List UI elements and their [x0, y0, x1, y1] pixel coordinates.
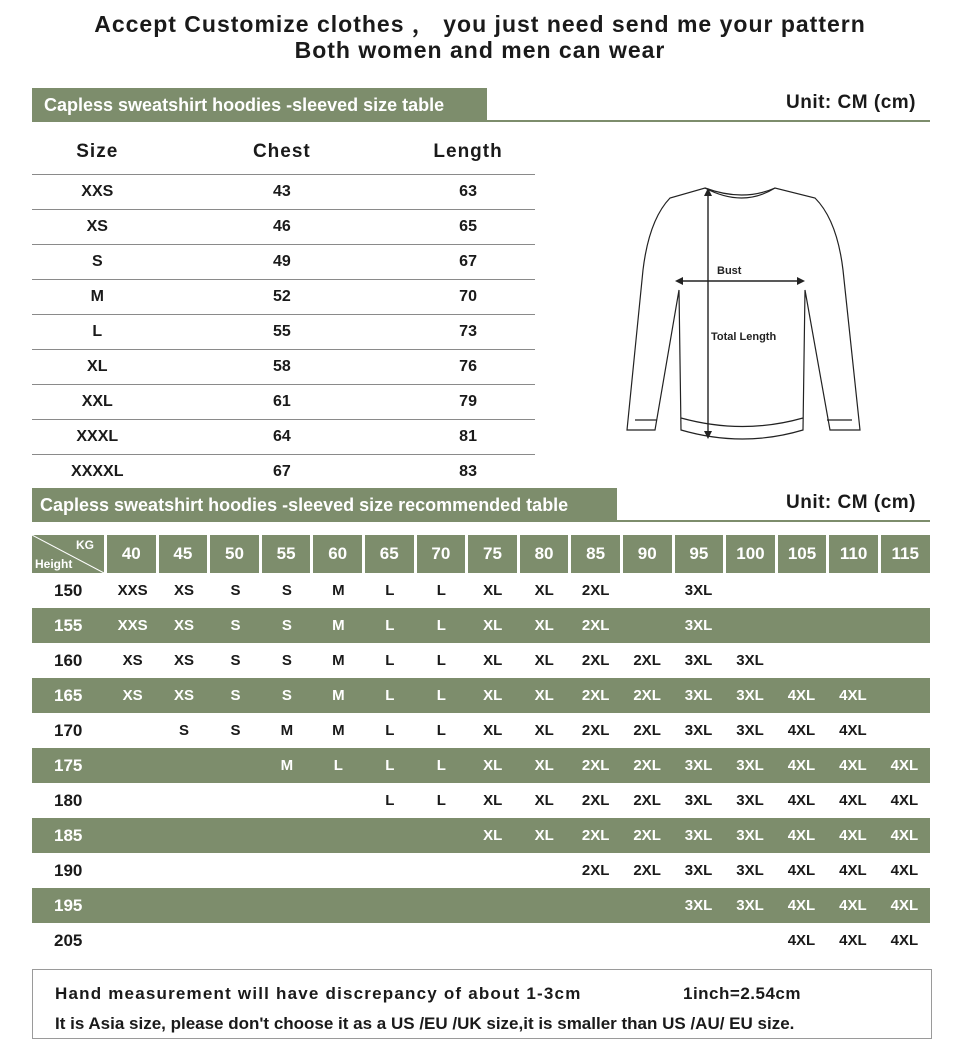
size-recommendation-cell: L: [436, 757, 446, 774]
recommend-table-row: [32, 643, 930, 678]
size-recommendation-cell: XL: [534, 652, 554, 669]
size-recommendation-cell: 4XL: [890, 932, 919, 949]
weight-header-cell: 70: [417, 535, 466, 573]
size-recommendation-cell: 4XL: [839, 897, 867, 914]
size-recommendation-cell: S: [281, 652, 292, 669]
size-recommendation-cell: 4XL: [787, 757, 816, 774]
size-table-row: [32, 420, 535, 455]
length-cell: 70: [401, 280, 535, 315]
size-table: [32, 130, 535, 490]
size-recommendation-cell: 4XL: [839, 862, 867, 879]
size-recommendation-cell: L: [385, 617, 395, 634]
size-cell: XXXXL: [32, 455, 163, 490]
size-recommendation-cell: XS: [174, 582, 195, 599]
recommend-table-banner: Capless sweatshirt hoodies -sleeved size recommended table: [32, 488, 617, 522]
size-recommendation-cell: XS: [122, 652, 143, 669]
length-cell: 76: [401, 350, 535, 385]
size-recommendation-cell: XL: [483, 652, 503, 669]
size-recommendation-cell: 2XL: [581, 687, 610, 704]
length-cell: 81: [401, 420, 535, 455]
size-recommendation-cell: L: [436, 617, 446, 634]
note-box: [32, 969, 932, 1039]
size-recommendation-cell: XL: [483, 687, 503, 704]
size-recommendation-cell: 4XL: [787, 932, 816, 949]
size-recommendation-cell: L: [333, 757, 343, 774]
size-recommendation-cell: 3XL: [684, 897, 713, 914]
weight-header-cell: 50: [210, 535, 259, 573]
size-recommendation-cell: XS: [122, 687, 143, 704]
page-title-line-2: Both women and men can wear: [294, 37, 666, 63]
size-recommendation-cell: S: [230, 617, 241, 634]
length-cell: 73: [401, 315, 535, 350]
recommend-table-row: [32, 713, 930, 748]
size-recommendation-cell: S: [230, 722, 241, 739]
size-recommendation-cell: S: [230, 582, 241, 599]
recommend-table: [32, 535, 930, 958]
size-recommendation-cell: XL: [534, 687, 554, 704]
recommend-table-body: [32, 573, 930, 958]
size-recommendation-cell: XXS: [117, 617, 148, 634]
size-recommendation-cell: 2XL: [581, 757, 610, 774]
chest-cell: 64: [163, 420, 402, 455]
height-cell: 155: [54, 615, 83, 635]
weight-header-cell: 115: [881, 535, 930, 573]
size-table-row: [32, 350, 535, 385]
sweatshirt-hem: [681, 418, 803, 427]
size-recommendation-cell: 2XL: [581, 722, 610, 739]
size-recommendation-cell: 4XL: [890, 827, 919, 844]
size-recommendation-cell: 3XL: [736, 652, 764, 669]
weight-header-cell: 40: [107, 535, 156, 573]
weight-header-cell: 80: [520, 535, 569, 573]
size-column-header: Size: [76, 141, 119, 162]
size-recommendation-cell: 4XL: [839, 932, 867, 949]
size-recommendation-cell: 2XL: [581, 582, 610, 599]
size-table-rule: [487, 120, 930, 122]
size-recommendation-cell: 3XL: [736, 792, 764, 809]
size-recommendation-cell: M: [332, 582, 345, 599]
size-recommendation-cell: 3XL: [684, 722, 713, 739]
length-cell: 63: [401, 175, 535, 210]
size-cell: XXL: [32, 385, 163, 420]
size-recommendation-cell: XL: [534, 827, 554, 844]
bust-label: Bust: [717, 265, 742, 277]
size-table-row: [32, 280, 535, 315]
size-recommendation-cell: 2XL: [581, 617, 610, 634]
weight-header-cell: 85: [571, 535, 620, 573]
size-recommendation-cell: 4XL: [839, 792, 867, 809]
weight-header-cell: 60: [313, 535, 362, 573]
size-recommendation-cell: L: [436, 722, 446, 739]
size-recommendation-cell: 3XL: [736, 687, 764, 704]
total-length-label: Total Length: [711, 331, 777, 343]
length-cell: 65: [401, 210, 535, 245]
size-recommendation-cell: XL: [483, 582, 503, 599]
size-recommendation-cell: XL: [483, 722, 503, 739]
size-recommendation-cell: 3XL: [684, 687, 713, 704]
size-recommendation-cell: XL: [534, 617, 554, 634]
size-recommendation-cell: 2XL: [633, 827, 661, 844]
chest-cell: 61: [163, 385, 402, 420]
height-cell: 190: [54, 860, 83, 880]
height-cell: 150: [54, 580, 83, 600]
size-recommendation-cell: 2XL: [581, 652, 610, 669]
height-cell: 170: [54, 720, 83, 740]
size-recommendation-cell: S: [179, 722, 190, 739]
size-table-row: [32, 455, 535, 490]
weight-header-cell: 110: [829, 535, 878, 573]
size-recommendation-cell: 4XL: [839, 722, 867, 739]
size-recommendation-cell: 3XL: [684, 582, 713, 599]
recommend-table-row: [32, 888, 930, 923]
chest-cell: 58: [163, 350, 402, 385]
size-recommendation-cell: XL: [534, 757, 554, 774]
length-cell: 83: [401, 455, 535, 490]
height-cell: 205: [54, 930, 83, 950]
chest-cell: 67: [163, 455, 402, 490]
size-recommendation-cell: 4XL: [839, 827, 867, 844]
size-recommendation-cell: 2XL: [633, 652, 661, 669]
size-cell: XS: [32, 210, 163, 245]
size-recommendation-cell: XL: [483, 617, 503, 634]
weight-header-cell: 55: [262, 535, 311, 573]
size-recommendation-cell: L: [385, 792, 395, 809]
size-cell: XXS: [32, 175, 163, 210]
size-recommendation-cell: L: [385, 582, 395, 599]
size-recommendation-cell: XL: [534, 582, 554, 599]
size-recommendation-cell: S: [281, 582, 292, 599]
size-recommendation-cell: M: [332, 722, 345, 739]
size-recommendation-cell: L: [436, 792, 446, 809]
size-recommendation-cell: 4XL: [787, 722, 816, 739]
size-recommendation-cell: 4XL: [890, 792, 919, 809]
recommend-table-row: [32, 923, 930, 958]
size-recommendation-cell: XL: [483, 827, 503, 844]
size-recommendation-cell: 4XL: [787, 897, 816, 914]
size-recommendation-cell: L: [436, 652, 446, 669]
size-recommendation-cell: 4XL: [890, 897, 919, 914]
size-recommendation-cell: M: [332, 617, 345, 634]
size-recommendation-cell: 3XL: [736, 722, 764, 739]
length-column-header: Length: [433, 141, 503, 162]
weight-header-cell: 105: [778, 535, 827, 573]
size-recommendation-cell: XL: [483, 757, 503, 774]
height-cell: 175: [54, 755, 83, 775]
size-table-row: [32, 245, 535, 280]
weight-header-cell: 75: [468, 535, 517, 573]
size-recommendation-cell: XS: [174, 617, 195, 634]
recommend-table-row: [32, 573, 930, 608]
chest-cell: 49: [163, 245, 402, 280]
length-cell: 67: [401, 245, 535, 280]
size-recommendation-cell: L: [385, 687, 395, 704]
size-recommendation-cell: XS: [174, 687, 195, 704]
height-cell: 195: [54, 895, 83, 915]
size-table-row: [32, 210, 535, 245]
size-table-row: [32, 385, 535, 420]
size-table-header-row: [32, 130, 535, 175]
size-cell: XL: [32, 350, 163, 385]
size-recommendation-cell: 4XL: [839, 757, 867, 774]
size-table-unit: Unit: CM (cm): [786, 92, 916, 113]
weight-header-cell: 90: [623, 535, 672, 573]
size-recommendation-cell: 3XL: [736, 862, 764, 879]
size-recommendation-cell: M: [280, 757, 294, 774]
size-recommendation-cell: L: [385, 757, 395, 774]
size-recommendation-cell: 3XL: [736, 827, 764, 844]
size-recommendation-cell: 2XL: [633, 722, 661, 739]
height-weight-corner: [32, 535, 104, 573]
size-recommendation-cell: XL: [534, 722, 554, 739]
recommend-table-rule: [617, 520, 930, 522]
recommend-table-row: [32, 748, 930, 783]
size-recommendation-cell: 2XL: [581, 792, 610, 809]
size-recommendation-cell: 4XL: [890, 757, 919, 774]
recommend-table-row: [32, 608, 930, 643]
size-cell: S: [32, 245, 163, 280]
note-asia-size-text: It is Asia size, please don't choose it as a US /EU /UK size,it is smaller than US /AU/ EU size.: [55, 1014, 795, 1033]
chest-cell: 46: [163, 210, 402, 245]
size-table-banner: Capless sweatshirt hoodies -sleeved size table: [32, 88, 487, 122]
size-recommendation-cell: L: [436, 687, 446, 704]
size-recommendation-cell: 4XL: [839, 687, 867, 704]
size-recommendation-cell: 3XL: [684, 617, 713, 634]
note-measurement-text: Hand measurement will have discrepancy of about 1-3cm: [55, 984, 582, 1003]
size-recommendation-cell: 3XL: [736, 897, 764, 914]
size-recommendation-cell: 4XL: [787, 687, 816, 704]
size-recommendation-cell: S: [230, 687, 241, 704]
sweatshirt-outline: [627, 188, 860, 439]
size-recommendation-cell: 4XL: [787, 792, 816, 809]
size-recommendation-cell: M: [332, 687, 345, 704]
corner-kg-label: KG: [76, 538, 94, 552]
height-cell: 180: [54, 790, 83, 810]
height-cell: 165: [54, 685, 83, 705]
height-cell: 160: [54, 650, 83, 670]
note-inch-conversion: 1inch=2.54cm: [683, 984, 801, 1003]
size-recommendation-cell: L: [436, 582, 446, 599]
recommend-table-row: [32, 818, 930, 853]
size-recommendation-cell: 3XL: [684, 757, 713, 774]
size-recommendation-cell: 3XL: [684, 652, 713, 669]
size-recommendation-cell: S: [230, 652, 241, 669]
sweatshirt-diagram: [615, 180, 875, 450]
size-recommendation-cell: XS: [174, 652, 195, 669]
size-recommendation-cell: S: [281, 617, 292, 634]
size-recommendation-cell: 4XL: [890, 862, 919, 879]
size-recommendation-cell: 2XL: [633, 862, 661, 879]
size-cell: XXXL: [32, 420, 163, 455]
weight-header-cell: 45: [159, 535, 208, 573]
weight-header-cell: 65: [365, 535, 414, 573]
size-recommendation-cell: XXS: [117, 582, 148, 599]
size-recommendation-cell: XL: [534, 792, 554, 809]
chest-cell: 55: [163, 315, 402, 350]
size-recommendation-cell: L: [385, 722, 395, 739]
size-cell: L: [32, 315, 163, 350]
size-cell: M: [32, 280, 163, 315]
chest-column-header: Chest: [252, 141, 311, 162]
size-recommendation-cell: 4XL: [787, 862, 816, 879]
size-recommendation-cell: 3XL: [684, 862, 713, 879]
length-cell: 79: [401, 385, 535, 420]
size-table-row: [32, 315, 535, 350]
chest-cell: 43: [163, 175, 402, 210]
recommend-table-header-row: [32, 535, 930, 573]
size-recommendation-cell: 3XL: [736, 757, 764, 774]
corner-height-label: Height: [35, 557, 73, 571]
weight-header-cell: 95: [675, 535, 724, 573]
size-recommendation-cell: S: [281, 687, 292, 704]
size-recommendation-cell: 2XL: [633, 792, 661, 809]
size-recommendation-cell: 3XL: [684, 827, 713, 844]
height-cell: 185: [54, 825, 83, 845]
size-table-body: [32, 175, 535, 490]
size-recommendation-cell: 2XL: [633, 687, 661, 704]
size-recommendation-cell: 3XL: [684, 792, 713, 809]
recommend-table-row: [32, 853, 930, 888]
size-table-row: [32, 175, 535, 210]
size-recommendation-cell: 2XL: [581, 827, 610, 844]
recommend-table-row: [32, 678, 930, 713]
size-recommendation-cell: 2XL: [633, 757, 661, 774]
page-title-line-1: Accept Customize clothes ， you just need send me your pattern: [94, 11, 866, 37]
size-recommendation-cell: M: [280, 722, 294, 739]
recommend-table-row: [32, 783, 930, 818]
size-recommendation-cell: XL: [483, 792, 503, 809]
chest-cell: 52: [163, 280, 402, 315]
size-recommendation-cell: L: [385, 652, 395, 669]
weight-header-cell: 100: [726, 535, 775, 573]
size-recommendation-cell: 4XL: [787, 827, 816, 844]
size-recommendation-cell: M: [332, 652, 345, 669]
recommend-table-unit: Unit: CM (cm): [786, 492, 916, 513]
size-recommendation-cell: 2XL: [581, 862, 610, 879]
